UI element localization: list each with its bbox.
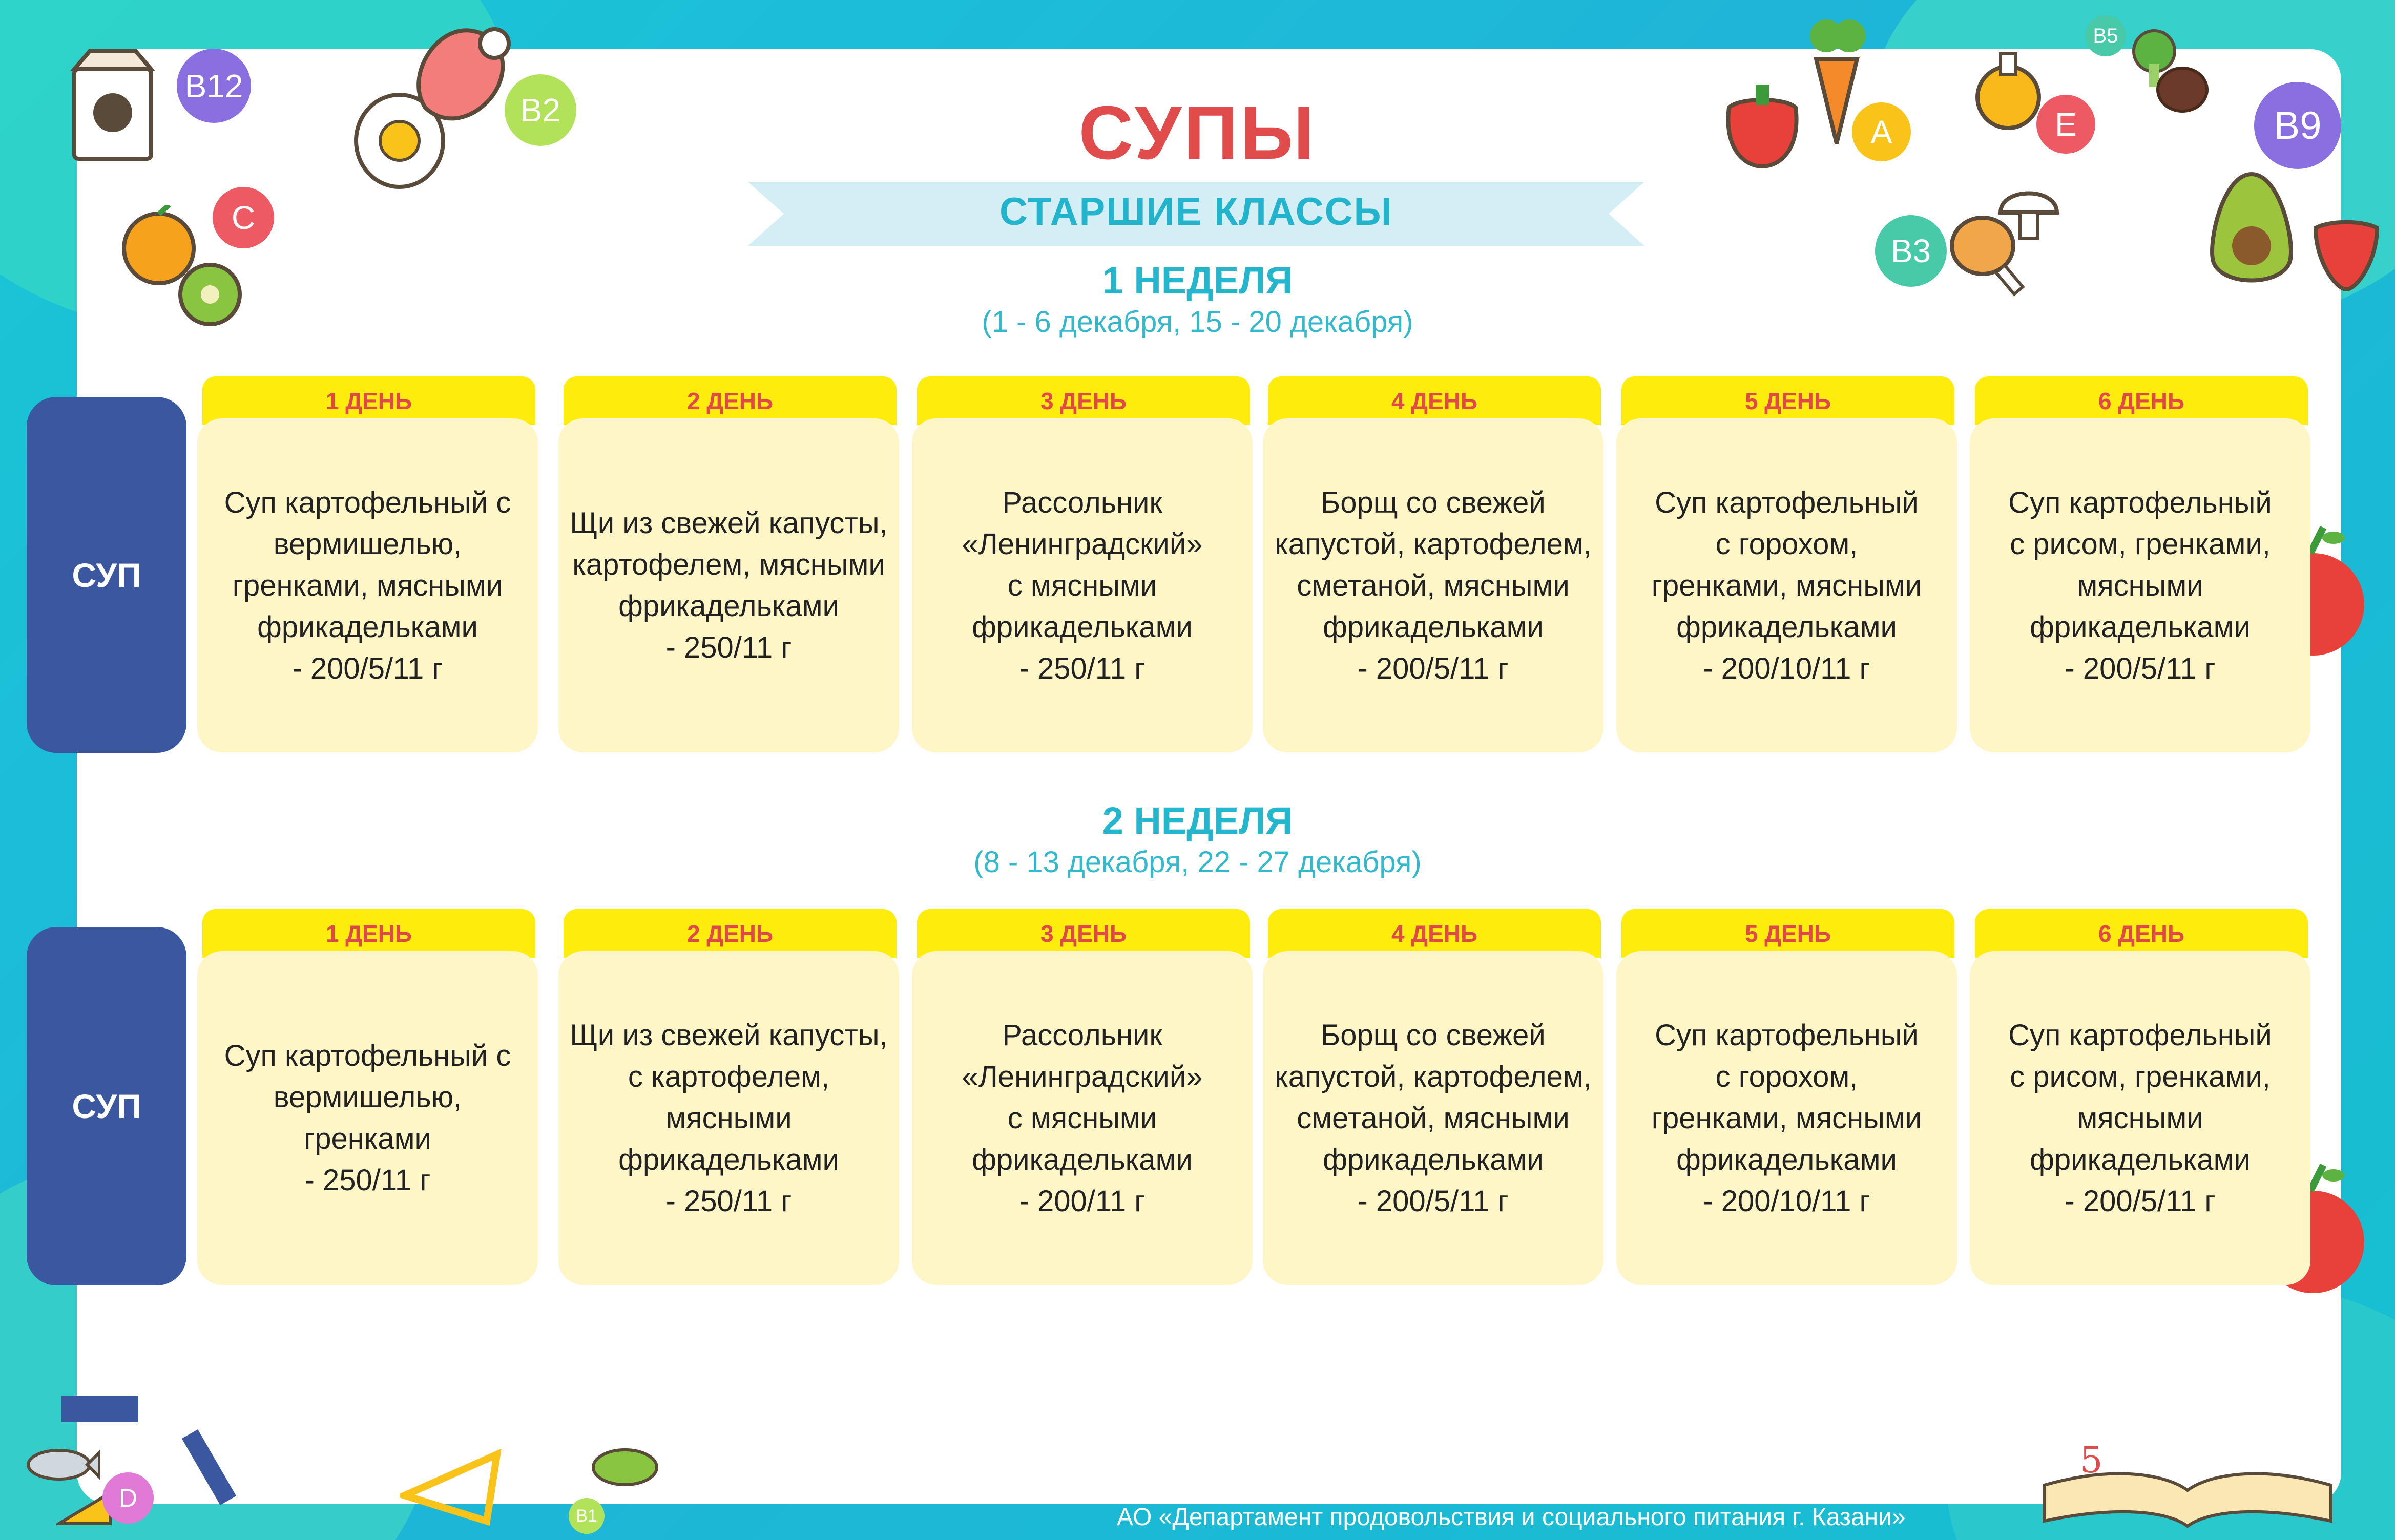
- dish-description: [1263, 951, 1603, 1285]
- dish-description: [197, 951, 538, 1285]
- day-label: 4 ДЕНЬ: [1268, 376, 1601, 425]
- dish-text-line: Рассольник: [1002, 1018, 1162, 1052]
- dish-text-line: - 200/10/11 г: [1703, 651, 1870, 685]
- dish-text-line: картофелем, мясными: [572, 548, 885, 581]
- dish-text-line: - 250/11 г: [665, 1184, 792, 1218]
- dish-description: [1970, 418, 2310, 752]
- dish-text-line: - 200/5/11 г: [1358, 651, 1509, 685]
- week-1-title: 1 НЕДЕЛЯ: [1102, 259, 1293, 302]
- vitamin-b12-badge: B12: [177, 49, 251, 123]
- dish-text-line: гренками, мясными: [232, 568, 503, 602]
- dish-text-line: с рисом, гренками,: [2010, 1060, 2271, 1093]
- dish-text-line: вермишелью,: [273, 1081, 462, 1114]
- dish-text-line: с горохом,: [1715, 1060, 1858, 1093]
- dish-text-line: с рисом, гренками,: [2010, 527, 2271, 561]
- day-label: 5 ДЕНЬ: [1621, 376, 1954, 425]
- dish-description: [912, 418, 1253, 752]
- dish-text-line: - 200/10/11 г: [1703, 1184, 1870, 1218]
- dish-text-line: Борщ со свежей: [1321, 486, 1546, 519]
- dish-text-line: фрикадельками: [1323, 1143, 1544, 1176]
- vitamin-d-badge: D: [102, 1472, 154, 1524]
- dish-text-line: - 200/5/11 г: [2065, 651, 2216, 685]
- triangle-ruler-icon: [400, 1449, 502, 1526]
- day-card: [197, 909, 535, 1285]
- dish-text-line: сметаной, мясными: [1297, 568, 1570, 602]
- day-label: 5 ДЕНЬ: [1621, 909, 1954, 958]
- dish-text-line: Суп картофельный с: [224, 486, 511, 519]
- dish-text-line: фрикадельками: [618, 1143, 839, 1176]
- vitamin-b9-badge: B9: [2254, 82, 2341, 169]
- dish-text-line: Суп картофельный: [1655, 1018, 1919, 1052]
- day-label: 1 ДЕНЬ: [202, 376, 535, 425]
- dish-description: [1616, 951, 1957, 1285]
- dish-text-line: «Ленинградский»: [962, 1060, 1203, 1093]
- dish-text-line: фрикадельками: [257, 610, 478, 644]
- dish-text-line: сметаной, мясными: [1297, 1101, 1570, 1135]
- day-card: [1616, 376, 1954, 752]
- dish-text-line: с мясными: [1007, 1101, 1157, 1135]
- dish-text-line: фрикадельками: [618, 589, 839, 623]
- dish-description: [1263, 418, 1603, 752]
- dish-text-line: капустой, картофелем,: [1275, 1060, 1592, 1093]
- vitamin-b5-badge: B5: [2085, 15, 2126, 56]
- day-card: [912, 376, 1250, 752]
- footer-organization: АО «Департамент продовольствия и социального питания г. Казани»: [1117, 1504, 1906, 1531]
- dish-text-line: Суп картофельный с: [224, 1039, 511, 1072]
- week-2-dates: (8 - 13 декабря, 22 - 27 декабря): [973, 846, 1422, 879]
- dish-text-line: фрикадельками: [2030, 1143, 2251, 1176]
- dish-text-line: Суп картофельный: [2008, 486, 2272, 519]
- dash-bar: [61, 1396, 138, 1422]
- mushroom-icon: [1995, 182, 2062, 243]
- week-2-row-label: СУП: [27, 927, 186, 1285]
- dish-description: [558, 951, 899, 1285]
- dish-text-line: фрикадельками: [972, 1143, 1193, 1176]
- day-label: 3 ДЕНЬ: [917, 909, 1250, 958]
- day-label: 2 ДЕНЬ: [564, 909, 897, 958]
- dish-description: [1616, 418, 1957, 752]
- vitamin-b3-badge: B3: [1875, 215, 1947, 287]
- dish-text-line: мясными: [2077, 568, 2203, 602]
- day-card: [1616, 909, 1954, 1285]
- day-label: 3 ДЕНЬ: [917, 376, 1250, 425]
- dish-text-line: - 250/11 г: [304, 1164, 431, 1197]
- dish-text-line: - 250/11 г: [1019, 651, 1146, 685]
- dish-text-line: гренками, мясными: [1651, 1101, 1922, 1135]
- day-card: [558, 376, 897, 752]
- page-number: 5: [2080, 1439, 2103, 1481]
- dish-text-line: мясными: [2077, 1101, 2203, 1135]
- vitamin-b2-badge: B2: [505, 74, 576, 146]
- vitamin-a-badge: A: [1852, 102, 1911, 161]
- dish-text-line: Щи из свежей капусты,: [570, 507, 888, 540]
- day-label: 6 ДЕНЬ: [1975, 909, 2308, 958]
- vitamin-e-badge: E: [2036, 95, 2095, 154]
- page-title: СУПЫ: [1078, 91, 1317, 175]
- dish-text-line: - 200/5/11 г: [2065, 1184, 2216, 1218]
- dish-text-line: - 250/11 г: [665, 631, 792, 664]
- week-1-dates: (1 - 6 декабря, 15 - 20 декабря): [982, 305, 1413, 339]
- day-card: [197, 376, 535, 752]
- dish-text-line: с мясными: [1007, 568, 1157, 602]
- dish-text-line: фрикадельками: [972, 610, 1193, 644]
- day-label: 6 ДЕНЬ: [1975, 376, 2308, 425]
- day-card: [558, 909, 897, 1285]
- day-label: 1 ДЕНЬ: [202, 909, 535, 958]
- day-card: [1970, 909, 2308, 1285]
- dish-text-line: - 200/5/11 г: [1358, 1184, 1509, 1218]
- day-card: [1970, 376, 2308, 752]
- dish-text-line: - 200/5/11 г: [292, 651, 443, 685]
- dish-description: [1970, 951, 2310, 1285]
- page-subtitle: СТАРШИЕ КЛАССЫ: [999, 190, 1393, 234]
- dish-text-line: фрикадельками: [1676, 610, 1897, 644]
- dish-text-line: Рассольник: [1002, 486, 1162, 519]
- fish-icon: [23, 1444, 100, 1485]
- dish-description: [912, 951, 1253, 1285]
- dish-text-line: гренками: [304, 1122, 431, 1155]
- dish-text-line: с горохом,: [1715, 527, 1858, 561]
- dish-text-line: Суп картофельный: [2008, 1018, 2272, 1052]
- dish-text-line: вермишелью,: [273, 527, 462, 561]
- dish-text-line: с картофелем,: [628, 1060, 830, 1093]
- dish-text-line: мясными: [665, 1101, 792, 1135]
- day-card: [1263, 376, 1601, 752]
- week-2-title: 2 НЕДЕЛЯ: [1102, 799, 1293, 842]
- day-card: [1263, 909, 1601, 1285]
- dish-text-line: Суп картофельный: [1655, 486, 1919, 519]
- dish-description: [558, 418, 899, 752]
- dish-text-line: фрикадельками: [1323, 610, 1544, 644]
- day-card: [912, 909, 1250, 1285]
- dish-text-line: гренками, мясными: [1651, 568, 1922, 602]
- peas-icon: [589, 1439, 661, 1495]
- week-1-row-label: СУП: [27, 397, 186, 753]
- vitamin-b1-badge: B1: [569, 1498, 605, 1534]
- dish-description: [197, 418, 538, 752]
- dish-text-line: - 200/11 г: [1019, 1184, 1146, 1218]
- dish-text-line: Щи из свежей капусты,: [570, 1018, 888, 1052]
- dish-text-line: Борщ со свежей: [1321, 1018, 1546, 1052]
- pencil-icon: [177, 1429, 243, 1521]
- vitamin-c-badge: C: [213, 187, 274, 248]
- day-label: 2 ДЕНЬ: [564, 376, 897, 425]
- dish-text-line: фрикадельками: [2030, 610, 2251, 644]
- day-label: 4 ДЕНЬ: [1268, 909, 1601, 958]
- dish-text-line: капустой, картофелем,: [1275, 527, 1592, 561]
- dish-text-line: фрикадельками: [1676, 1143, 1897, 1176]
- dish-text-line: «Ленинградский»: [962, 527, 1203, 561]
